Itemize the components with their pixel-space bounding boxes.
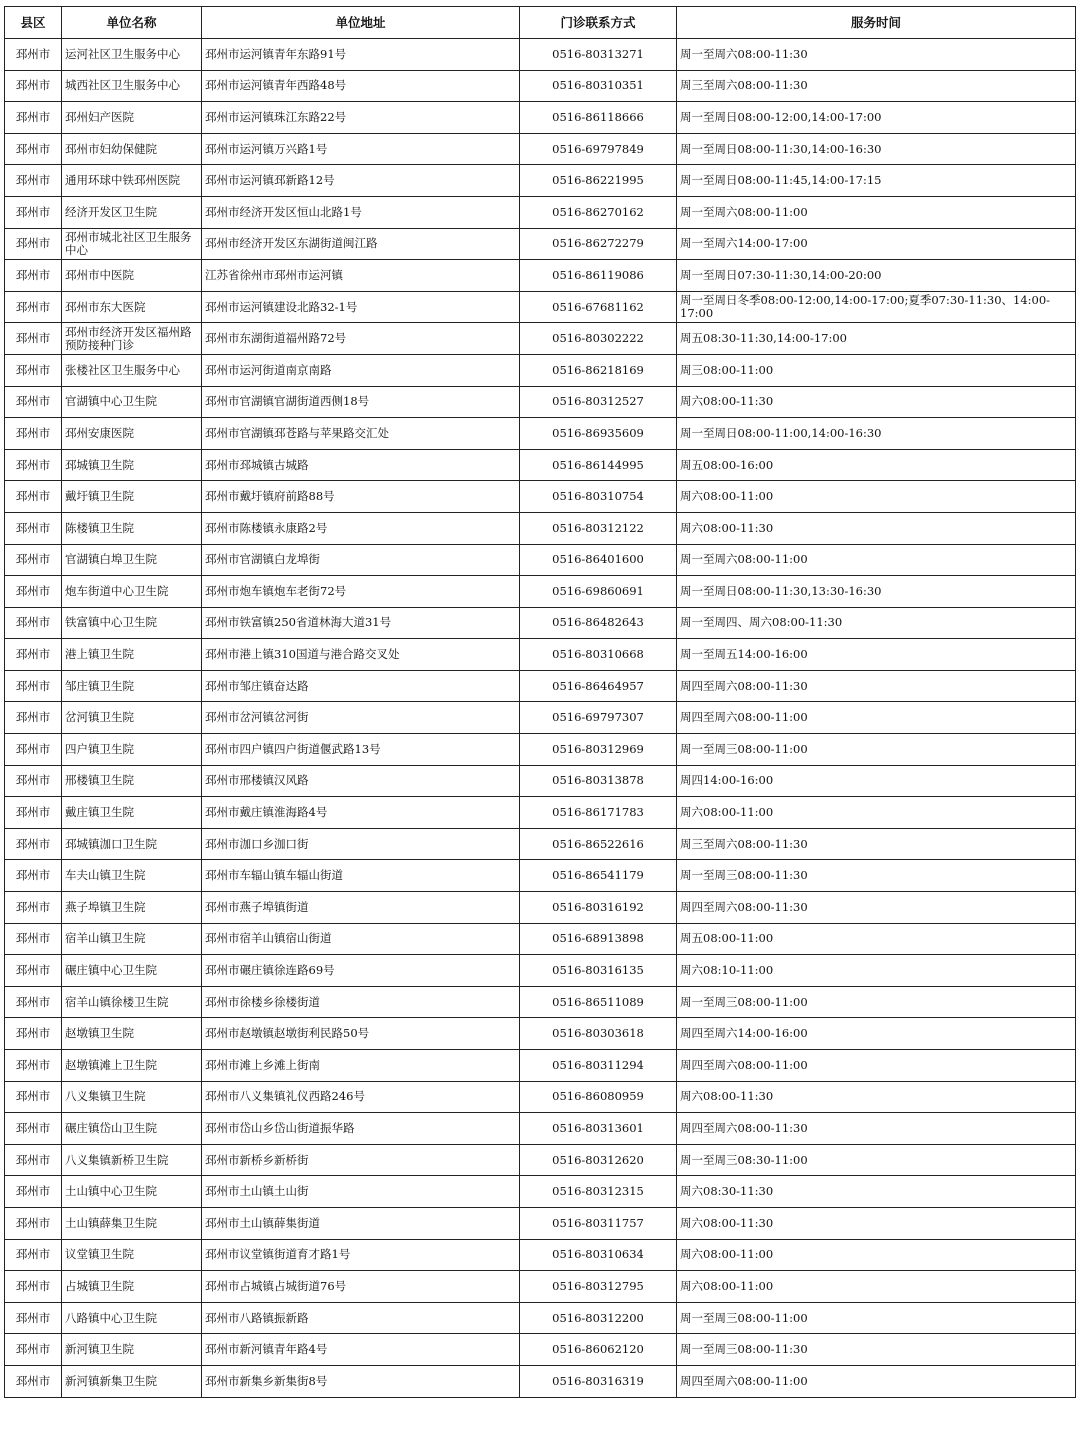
county-cell: 邳州市 bbox=[5, 1334, 62, 1366]
unit-address-cell: 邳州市官湖镇官湖街道西侧18号 bbox=[202, 386, 520, 418]
unit-name-cell: 邳州市城北社区卫生服务中心 bbox=[62, 228, 202, 260]
unit-name-cell: 经济开发区卫生院 bbox=[62, 196, 202, 228]
table-row bbox=[5, 702, 1076, 734]
table-row bbox=[5, 1176, 1076, 1208]
unit-address-cell: 邳州市炮车镇炮车老街72号 bbox=[202, 576, 520, 608]
unit-name-cell: 戴庄镇卫生院 bbox=[62, 797, 202, 829]
county-cell: 邳州市 bbox=[5, 70, 62, 102]
table-row bbox=[5, 923, 1076, 955]
table-row bbox=[5, 1050, 1076, 1082]
table-row bbox=[5, 544, 1076, 576]
header-service-hours: 服务时间 bbox=[677, 7, 1076, 39]
county-cell: 邳州市 bbox=[5, 1271, 62, 1303]
unit-name-cell: 城西社区卫生服务中心 bbox=[62, 70, 202, 102]
unit-address-cell: 邳州市议堂镇街道育才路1号 bbox=[202, 1239, 520, 1271]
county-cell: 邳州市 bbox=[5, 481, 62, 513]
phone-cell: 0516-86511089 bbox=[520, 986, 677, 1018]
phone-cell: 0516-80312620 bbox=[520, 1144, 677, 1176]
phone-cell: 0516-86218169 bbox=[520, 354, 677, 386]
service-hours-cell: 周六08:00-11:00 bbox=[677, 1271, 1076, 1303]
service-hours-cell: 周六08:00-11:00 bbox=[677, 797, 1076, 829]
county-cell: 邳州市 bbox=[5, 607, 62, 639]
unit-address-cell: 邳州市经济开发区东湖街道闽江路 bbox=[202, 228, 520, 260]
table-header bbox=[5, 7, 1076, 39]
service-hours-cell: 周一至周日07:30-11:30,14:00-20:00 bbox=[677, 260, 1076, 292]
service-hours-cell: 周一至周三08:00-11:30 bbox=[677, 1334, 1076, 1366]
service-hours-cell: 周一至周日冬季08:00-12:00,14:00-17:00;夏季07:30-11:30、14:00-17:00 bbox=[677, 291, 1076, 323]
phone-cell: 0516-80310634 bbox=[520, 1239, 677, 1271]
service-hours-cell: 周四至周六08:00-11:00 bbox=[677, 1365, 1076, 1397]
phone-cell: 0516-80310754 bbox=[520, 481, 677, 513]
clinic-table bbox=[4, 6, 1076, 1398]
county-cell: 邳州市 bbox=[5, 828, 62, 860]
table-row bbox=[5, 1144, 1076, 1176]
service-hours-cell: 周六08:00-11:00 bbox=[677, 481, 1076, 513]
unit-name-cell: 八路镇中心卫生院 bbox=[62, 1302, 202, 1334]
service-hours-cell: 周四至周六08:00-11:00 bbox=[677, 1050, 1076, 1082]
header-county: 县区 bbox=[5, 7, 62, 39]
county-cell: 邳州市 bbox=[5, 797, 62, 829]
county-cell: 邳州市 bbox=[5, 986, 62, 1018]
county-cell: 邳州市 bbox=[5, 291, 62, 323]
service-hours-cell: 周四至周六14:00-16:00 bbox=[677, 1018, 1076, 1050]
table-row bbox=[5, 860, 1076, 892]
county-cell: 邳州市 bbox=[5, 196, 62, 228]
unit-name-cell: 四户镇卫生院 bbox=[62, 734, 202, 766]
county-cell: 邳州市 bbox=[5, 955, 62, 987]
unit-address-cell: 邳州市四户镇四户街道偃武路13号 bbox=[202, 734, 520, 766]
phone-cell: 0516-86144995 bbox=[520, 449, 677, 481]
unit-address-cell: 邳州市滩上乡滩上街南 bbox=[202, 1050, 520, 1082]
county-cell: 邳州市 bbox=[5, 1144, 62, 1176]
unit-address-cell: 邳州市戴庄镇淮海路4号 bbox=[202, 797, 520, 829]
phone-cell: 0516-80312122 bbox=[520, 512, 677, 544]
phone-cell: 0516-80310668 bbox=[520, 639, 677, 671]
unit-address-cell: 邳州市新集乡新集街8号 bbox=[202, 1365, 520, 1397]
unit-name-cell: 邳州市妇幼保健院 bbox=[62, 133, 202, 165]
service-hours-cell: 周三至周六08:00-11:30 bbox=[677, 828, 1076, 860]
service-hours-cell: 周一至周六08:00-11:30 bbox=[677, 39, 1076, 71]
service-hours-cell: 周一至周三08:00-11:00 bbox=[677, 986, 1076, 1018]
table-row bbox=[5, 986, 1076, 1018]
unit-address-cell: 邳州市经济开发区恒山北路1号 bbox=[202, 196, 520, 228]
service-hours-cell: 周四至周六08:00-11:30 bbox=[677, 892, 1076, 924]
county-cell: 邳州市 bbox=[5, 1018, 62, 1050]
table-row bbox=[5, 512, 1076, 544]
unit-name-cell: 张楼社区卫生服务中心 bbox=[62, 354, 202, 386]
county-cell: 邳州市 bbox=[5, 418, 62, 450]
service-hours-cell: 周一至周六08:00-11:00 bbox=[677, 544, 1076, 576]
county-cell: 邳州市 bbox=[5, 165, 62, 197]
phone-cell: 0516-80303618 bbox=[520, 1018, 677, 1050]
phone-cell: 0516-86935609 bbox=[520, 418, 677, 450]
county-cell: 邳州市 bbox=[5, 1239, 62, 1271]
table-row bbox=[5, 133, 1076, 165]
table-row bbox=[5, 291, 1076, 323]
phone-cell: 0516-86541179 bbox=[520, 860, 677, 892]
unit-name-cell: 陈楼镇卫生院 bbox=[62, 512, 202, 544]
county-cell: 邳州市 bbox=[5, 449, 62, 481]
header-unit-address: 单位地址 bbox=[202, 7, 520, 39]
county-cell: 邳州市 bbox=[5, 102, 62, 134]
unit-name-cell: 土山镇薛集卫生院 bbox=[62, 1207, 202, 1239]
service-hours-cell: 周一至周日08:00-11:00,14:00-16:30 bbox=[677, 418, 1076, 450]
service-hours-cell: 周一至周六08:00-11:00 bbox=[677, 196, 1076, 228]
phone-cell: 0516-80313878 bbox=[520, 765, 677, 797]
service-hours-cell: 周三08:00-11:00 bbox=[677, 354, 1076, 386]
phone-cell: 0516-86171783 bbox=[520, 797, 677, 829]
county-cell: 邳州市 bbox=[5, 1113, 62, 1145]
county-cell: 邳州市 bbox=[5, 670, 62, 702]
phone-cell: 0516-80310351 bbox=[520, 70, 677, 102]
unit-name-cell: 邳州安康医院 bbox=[62, 418, 202, 450]
phone-cell: 0516-80302222 bbox=[520, 323, 677, 355]
phone-cell: 0516-86062120 bbox=[520, 1334, 677, 1366]
service-hours-cell: 周一至周六14:00-17:00 bbox=[677, 228, 1076, 260]
service-hours-cell: 周一至周日08:00-12:00,14:00-17:00 bbox=[677, 102, 1076, 134]
county-cell: 邳州市 bbox=[5, 260, 62, 292]
county-cell: 邳州市 bbox=[5, 354, 62, 386]
county-cell: 邳州市 bbox=[5, 1050, 62, 1082]
unit-address-cell: 邳州市官湖镇白龙埠街 bbox=[202, 544, 520, 576]
unit-name-cell: 邳州市中医院 bbox=[62, 260, 202, 292]
vaccination-clinic-table-container bbox=[4, 6, 1076, 1398]
unit-name-cell: 赵墩镇滩上卫生院 bbox=[62, 1050, 202, 1082]
county-cell: 邳州市 bbox=[5, 860, 62, 892]
table-row bbox=[5, 481, 1076, 513]
table-row bbox=[5, 1271, 1076, 1303]
unit-address-cell: 邳州市邢楼镇汉风路 bbox=[202, 765, 520, 797]
unit-address-cell: 邳州市土山镇土山街 bbox=[202, 1176, 520, 1208]
unit-name-cell: 港上镇卫生院 bbox=[62, 639, 202, 671]
table-row bbox=[5, 670, 1076, 702]
unit-address-cell: 邳州市占城镇占城街道76号 bbox=[202, 1271, 520, 1303]
phone-cell: 0516-86272279 bbox=[520, 228, 677, 260]
table-row bbox=[5, 639, 1076, 671]
unit-name-cell: 炮车街道中心卫生院 bbox=[62, 576, 202, 608]
table-row bbox=[5, 386, 1076, 418]
service-hours-cell: 周六08:30-11:30 bbox=[677, 1176, 1076, 1208]
service-hours-cell: 周六08:10-11:00 bbox=[677, 955, 1076, 987]
phone-cell: 0516-86080959 bbox=[520, 1081, 677, 1113]
phone-cell: 0516-80312315 bbox=[520, 1176, 677, 1208]
unit-name-cell: 议堂镇卫生院 bbox=[62, 1239, 202, 1271]
unit-name-cell: 通用环球中铁邳州医院 bbox=[62, 165, 202, 197]
phone-cell: 0516-69797849 bbox=[520, 133, 677, 165]
service-hours-cell: 周一至周日08:00-11:30,14:00-16:30 bbox=[677, 133, 1076, 165]
service-hours-cell: 周六08:00-11:30 bbox=[677, 386, 1076, 418]
unit-address-cell: 邳州市运河镇青年东路91号 bbox=[202, 39, 520, 71]
phone-cell: 0516-80312200 bbox=[520, 1302, 677, 1334]
phone-cell: 0516-80313271 bbox=[520, 39, 677, 71]
table-row bbox=[5, 1239, 1076, 1271]
phone-cell: 0516-86270162 bbox=[520, 196, 677, 228]
county-cell: 邳州市 bbox=[5, 576, 62, 608]
service-hours-cell: 周四14:00-16:00 bbox=[677, 765, 1076, 797]
county-cell: 邳州市 bbox=[5, 1207, 62, 1239]
county-cell: 邳州市 bbox=[5, 702, 62, 734]
service-hours-cell: 周一至周日08:00-11:30,13:30-16:30 bbox=[677, 576, 1076, 608]
unit-address-cell: 邳州市运河镇万兴路1号 bbox=[202, 133, 520, 165]
table-row bbox=[5, 418, 1076, 450]
unit-address-cell: 邳州市东湖街道福州路72号 bbox=[202, 323, 520, 355]
service-hours-cell: 周一至周四、周六08:00-11:30 bbox=[677, 607, 1076, 639]
service-hours-cell: 周六08:00-11:30 bbox=[677, 512, 1076, 544]
service-hours-cell: 周六08:00-11:30 bbox=[677, 1207, 1076, 1239]
phone-cell: 0516-80311294 bbox=[520, 1050, 677, 1082]
unit-name-cell: 碾庄镇岱山卫生院 bbox=[62, 1113, 202, 1145]
county-cell: 邳州市 bbox=[5, 1081, 62, 1113]
phone-cell: 0516-86119086 bbox=[520, 260, 677, 292]
table-row bbox=[5, 1302, 1076, 1334]
phone-cell: 0516-80316192 bbox=[520, 892, 677, 924]
table-row bbox=[5, 607, 1076, 639]
header-unit-name: 单位名称 bbox=[62, 7, 202, 39]
unit-address-cell: 邳州市新桥乡新桥街 bbox=[202, 1144, 520, 1176]
service-hours-cell: 周五08:30-11:30,14:00-17:00 bbox=[677, 323, 1076, 355]
unit-address-cell: 邳州市新河镇青年路4号 bbox=[202, 1334, 520, 1366]
unit-name-cell: 宿羊山镇卫生院 bbox=[62, 923, 202, 955]
table-row bbox=[5, 196, 1076, 228]
unit-address-cell: 邳州市港上镇310国道与港合路交叉处 bbox=[202, 639, 520, 671]
table-row bbox=[5, 1113, 1076, 1145]
unit-address-cell: 江苏省徐州市邳州市运河镇 bbox=[202, 260, 520, 292]
service-hours-cell: 周一至周日08:00-11:45,14:00-17:15 bbox=[677, 165, 1076, 197]
table-row bbox=[5, 228, 1076, 260]
header-row bbox=[5, 7, 1076, 39]
phone-cell: 0516-80313601 bbox=[520, 1113, 677, 1145]
county-cell: 邳州市 bbox=[5, 323, 62, 355]
unit-name-cell: 燕子埠镇卫生院 bbox=[62, 892, 202, 924]
service-hours-cell: 周一至周三08:00-11:00 bbox=[677, 1302, 1076, 1334]
table-row bbox=[5, 576, 1076, 608]
unit-name-cell: 邳城镇卫生院 bbox=[62, 449, 202, 481]
unit-address-cell: 邳州市八义集镇礼仪西路246号 bbox=[202, 1081, 520, 1113]
table-row bbox=[5, 892, 1076, 924]
unit-name-cell: 运河社区卫生服务中心 bbox=[62, 39, 202, 71]
county-cell: 邳州市 bbox=[5, 734, 62, 766]
unit-address-cell: 邳州市陈楼镇永康路2号 bbox=[202, 512, 520, 544]
table-row bbox=[5, 39, 1076, 71]
unit-name-cell: 新河镇卫生院 bbox=[62, 1334, 202, 1366]
unit-address-cell: 邳州市碾庄镇徐连路69号 bbox=[202, 955, 520, 987]
table-row bbox=[5, 734, 1076, 766]
table-row bbox=[5, 165, 1076, 197]
unit-address-cell: 邳州市铁富镇250省道林海大道31号 bbox=[202, 607, 520, 639]
table-body bbox=[5, 39, 1076, 1398]
phone-cell: 0516-86482643 bbox=[520, 607, 677, 639]
service-hours-cell: 周四至周六08:00-11:30 bbox=[677, 670, 1076, 702]
phone-cell: 0516-86464957 bbox=[520, 670, 677, 702]
unit-name-cell: 赵墩镇卫生院 bbox=[62, 1018, 202, 1050]
unit-address-cell: 邳州市赵墩镇赵墩街利民路50号 bbox=[202, 1018, 520, 1050]
phone-cell: 0516-80312527 bbox=[520, 386, 677, 418]
unit-address-cell: 邳州市徐楼乡徐楼街道 bbox=[202, 986, 520, 1018]
unit-address-cell: 邳州市运河镇珠江东路22号 bbox=[202, 102, 520, 134]
unit-address-cell: 邳州市土山镇薛集街道 bbox=[202, 1207, 520, 1239]
unit-name-cell: 邳州市经济开发区福州路预防接种门诊 bbox=[62, 323, 202, 355]
unit-name-cell: 岔河镇卫生院 bbox=[62, 702, 202, 734]
unit-address-cell: 邳州市运河镇青年西路48号 bbox=[202, 70, 520, 102]
service-hours-cell: 周一至周三08:00-11:30 bbox=[677, 860, 1076, 892]
table-row bbox=[5, 354, 1076, 386]
county-cell: 邳州市 bbox=[5, 765, 62, 797]
table-row bbox=[5, 70, 1076, 102]
unit-name-cell: 邳州妇产医院 bbox=[62, 102, 202, 134]
county-cell: 邳州市 bbox=[5, 544, 62, 576]
table-row bbox=[5, 765, 1076, 797]
unit-address-cell: 邳州市岔河镇岔河街 bbox=[202, 702, 520, 734]
service-hours-cell: 周一至周五14:00-16:00 bbox=[677, 639, 1076, 671]
service-hours-cell: 周四至周六08:00-11:30 bbox=[677, 1113, 1076, 1145]
unit-name-cell: 邢楼镇卫生院 bbox=[62, 765, 202, 797]
county-cell: 邳州市 bbox=[5, 892, 62, 924]
table-row bbox=[5, 1334, 1076, 1366]
table-row bbox=[5, 323, 1076, 355]
unit-name-cell: 官湖镇中心卫生院 bbox=[62, 386, 202, 418]
phone-cell: 0516-68913898 bbox=[520, 923, 677, 955]
phone-cell: 0516-80311757 bbox=[520, 1207, 677, 1239]
county-cell: 邳州市 bbox=[5, 1176, 62, 1208]
phone-cell: 0516-86401600 bbox=[520, 544, 677, 576]
unit-address-cell: 邳州市八路镇振新路 bbox=[202, 1302, 520, 1334]
phone-cell: 0516-69860691 bbox=[520, 576, 677, 608]
unit-name-cell: 八义集镇新桥卫生院 bbox=[62, 1144, 202, 1176]
county-cell: 邳州市 bbox=[5, 1365, 62, 1397]
table-row bbox=[5, 102, 1076, 134]
county-cell: 邳州市 bbox=[5, 228, 62, 260]
unit-address-cell: 邳州市宿羊山镇宿山街道 bbox=[202, 923, 520, 955]
unit-address-cell: 邳州市运河街道南京南路 bbox=[202, 354, 520, 386]
unit-name-cell: 土山镇中心卫生院 bbox=[62, 1176, 202, 1208]
unit-address-cell: 邳州市运河镇建设北路32-1号 bbox=[202, 291, 520, 323]
unit-name-cell: 占城镇卫生院 bbox=[62, 1271, 202, 1303]
county-cell: 邳州市 bbox=[5, 512, 62, 544]
service-hours-cell: 周四至周六08:00-11:00 bbox=[677, 702, 1076, 734]
unit-address-cell: 邳州市邹庄镇奋达路 bbox=[202, 670, 520, 702]
county-cell: 邳州市 bbox=[5, 386, 62, 418]
county-cell: 邳州市 bbox=[5, 923, 62, 955]
unit-name-cell: 八义集镇卫生院 bbox=[62, 1081, 202, 1113]
table-row bbox=[5, 1207, 1076, 1239]
service-hours-cell: 周三至周六08:00-11:30 bbox=[677, 70, 1076, 102]
table-row bbox=[5, 1365, 1076, 1397]
county-cell: 邳州市 bbox=[5, 133, 62, 165]
header-contact-phone: 门诊联系方式 bbox=[520, 7, 677, 39]
unit-name-cell: 邳州市东大医院 bbox=[62, 291, 202, 323]
phone-cell: 0516-80312969 bbox=[520, 734, 677, 766]
table-row bbox=[5, 955, 1076, 987]
unit-name-cell: 铁富镇中心卫生院 bbox=[62, 607, 202, 639]
unit-name-cell: 戴圩镇卫生院 bbox=[62, 481, 202, 513]
phone-cell: 0516-86118666 bbox=[520, 102, 677, 134]
phone-cell: 0516-80316135 bbox=[520, 955, 677, 987]
unit-name-cell: 官湖镇白埠卫生院 bbox=[62, 544, 202, 576]
unit-address-cell: 邳州市车辐山镇车辐山街道 bbox=[202, 860, 520, 892]
unit-name-cell: 宿羊山镇徐楼卫生院 bbox=[62, 986, 202, 1018]
unit-address-cell: 邳州市泇口乡泇口街 bbox=[202, 828, 520, 860]
table-row bbox=[5, 1018, 1076, 1050]
county-cell: 邳州市 bbox=[5, 39, 62, 71]
unit-name-cell: 车夫山镇卫生院 bbox=[62, 860, 202, 892]
table-row bbox=[5, 797, 1076, 829]
unit-name-cell: 邹庄镇卫生院 bbox=[62, 670, 202, 702]
unit-name-cell: 邳城镇泇口卫生院 bbox=[62, 828, 202, 860]
service-hours-cell: 周一至周三08:00-11:00 bbox=[677, 734, 1076, 766]
service-hours-cell: 周一至周三08:30-11:00 bbox=[677, 1144, 1076, 1176]
service-hours-cell: 周五08:00-16:00 bbox=[677, 449, 1076, 481]
unit-address-cell: 邳州市燕子埠镇街道 bbox=[202, 892, 520, 924]
phone-cell: 0516-80312795 bbox=[520, 1271, 677, 1303]
phone-cell: 0516-67681162 bbox=[520, 291, 677, 323]
county-cell: 邳州市 bbox=[5, 639, 62, 671]
table-row bbox=[5, 828, 1076, 860]
phone-cell: 0516-80316319 bbox=[520, 1365, 677, 1397]
unit-address-cell: 邳州市岱山乡岱山街道振华路 bbox=[202, 1113, 520, 1145]
phone-cell: 0516-86522616 bbox=[520, 828, 677, 860]
unit-name-cell: 新河镇新集卫生院 bbox=[62, 1365, 202, 1397]
county-cell: 邳州市 bbox=[5, 1302, 62, 1334]
unit-address-cell: 邳州市运河镇邳新路12号 bbox=[202, 165, 520, 197]
table-row bbox=[5, 260, 1076, 292]
unit-address-cell: 邳州市邳城镇古城路 bbox=[202, 449, 520, 481]
unit-address-cell: 邳州市戴圩镇府前路88号 bbox=[202, 481, 520, 513]
service-hours-cell: 周五08:00-11:00 bbox=[677, 923, 1076, 955]
service-hours-cell: 周六08:00-11:30 bbox=[677, 1081, 1076, 1113]
table-row bbox=[5, 1081, 1076, 1113]
table-row bbox=[5, 449, 1076, 481]
unit-name-cell: 碾庄镇中心卫生院 bbox=[62, 955, 202, 987]
unit-address-cell: 邳州市官湖镇邳苍路与苹果路交汇处 bbox=[202, 418, 520, 450]
service-hours-cell: 周六08:00-11:00 bbox=[677, 1239, 1076, 1271]
phone-cell: 0516-69797307 bbox=[520, 702, 677, 734]
phone-cell: 0516-86221995 bbox=[520, 165, 677, 197]
